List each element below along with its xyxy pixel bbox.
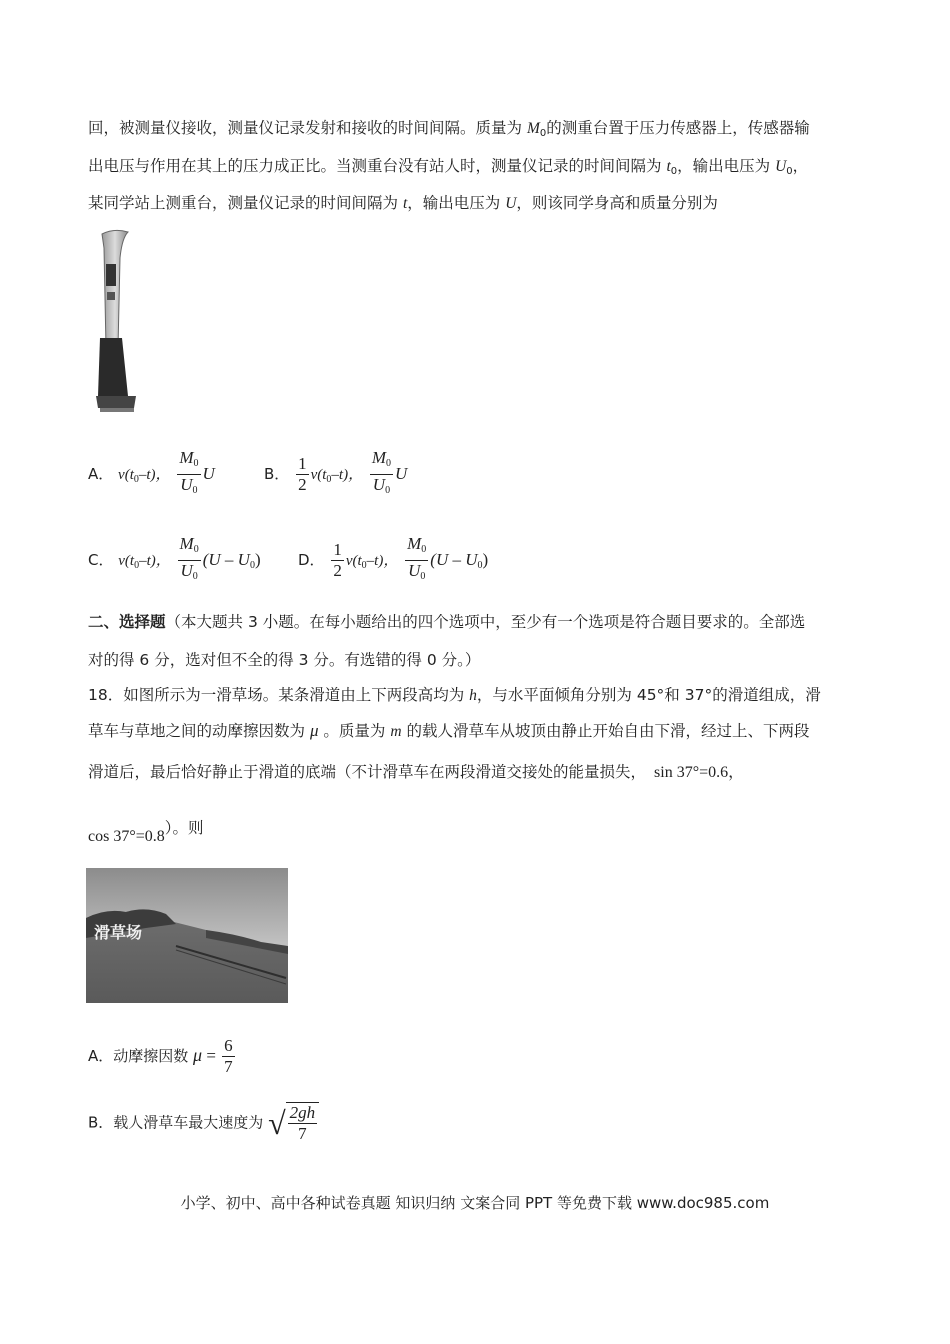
- text: ）。则: [164, 819, 204, 837]
- sub: 0: [134, 560, 140, 571]
- num: 1: [333, 540, 342, 559]
- expr-tail: –t)，: [138, 467, 171, 483]
- section-desc: 对的得 6 分，选对但不全的得 3 分。有选错的得 0 分。）: [88, 651, 481, 669]
- expr: v(t: [345, 553, 362, 569]
- text: 草车与草地之间的动摩擦因数为: [88, 722, 310, 740]
- fraction: [177, 448, 200, 501]
- num: 6: [224, 1036, 233, 1055]
- sqrt-expr: √ $\frac{2gh}{7}$: [268, 1102, 319, 1144]
- sub: 0: [249, 560, 255, 571]
- den: 7: [224, 1057, 233, 1076]
- intro-line-3: [88, 193, 718, 214]
- intro-line-1: [88, 118, 810, 144]
- close-paren: ): [254, 550, 261, 569]
- fraction: [222, 1036, 235, 1077]
- option-label: A．: [88, 465, 114, 483]
- close-paren: ): [482, 550, 489, 569]
- den: U: [180, 475, 193, 494]
- den: 7: [298, 1124, 307, 1143]
- text: 的载人滑草车从坡顶由静止开始自由下滑，经过上、下两段: [401, 722, 810, 740]
- var-mu: μ: [193, 1045, 203, 1065]
- q18-line-1: [88, 685, 821, 706]
- grass-slope-image: [86, 868, 288, 1003]
- num: M: [179, 448, 194, 467]
- option-B[interactable]: [264, 448, 407, 501]
- sub: 0: [385, 485, 391, 496]
- sub: 0: [193, 544, 199, 555]
- text: ，输出电压为: [677, 157, 776, 175]
- expr: v(t: [118, 553, 135, 569]
- den: U: [408, 561, 421, 580]
- sub: 0: [192, 571, 198, 582]
- sub: 0: [386, 458, 392, 469]
- fraction: [178, 534, 201, 587]
- sub: 0: [326, 474, 332, 485]
- sin-value: sin 37°=0.6，: [654, 764, 745, 781]
- option-label: B．: [264, 465, 290, 483]
- q18-line-4: [88, 818, 204, 845]
- var-U: U: [775, 158, 787, 175]
- option-label: C．: [88, 551, 114, 569]
- sub: 0: [361, 560, 367, 571]
- option-label: B．载人滑草车最大速度为: [88, 1113, 269, 1132]
- expr: v(t: [118, 467, 134, 483]
- section2-line-2: [88, 650, 480, 670]
- section2-line-1: [88, 612, 805, 632]
- text: 回，被测量仪接收，测量仪记录发射和接收的时间间隔。质量为: [88, 119, 527, 137]
- text: ，与水平面倾角分别为 45°和 37°的滑道组成，滑: [476, 686, 821, 704]
- coef-fraction: [296, 454, 309, 495]
- text: 18．如图所示为一滑草场。某条滑道由上下两段高均为: [88, 686, 470, 704]
- var-mu: μ: [309, 721, 319, 740]
- sub: 0: [193, 458, 199, 469]
- text: 的测重台置于压力传感器上，传感器输: [546, 119, 810, 137]
- text: 滑道后，最后恰好静止于滑道的底端（不计滑草车在两段滑道交接处的能量损失，: [88, 763, 647, 781]
- section-desc: （本大题共 3 小题。在每小题给出的四个选项中，至少有一个选项是符合题目要求的。全部选: [165, 613, 806, 631]
- fraction: [405, 534, 428, 587]
- text: ，输出电压为: [407, 194, 506, 212]
- text: 出电压与作用在其上的压力成正比。当测重台没有站人时，测量仪记录的时间间隔为: [88, 157, 667, 175]
- section-title: 二、选择题: [88, 613, 166, 631]
- fraction: [370, 448, 393, 501]
- height-scale-image: [92, 228, 140, 414]
- var-t: t: [402, 195, 408, 212]
- sign-text: 滑草场: [94, 923, 143, 942]
- num: M: [407, 534, 422, 553]
- expr-tail: –t)，: [366, 553, 399, 569]
- coef-fraction: [331, 540, 344, 581]
- option-C[interactable]: [88, 534, 261, 587]
- den: 2: [298, 475, 307, 494]
- text: 。质量为: [318, 722, 391, 740]
- den: 2: [333, 561, 342, 580]
- sub: 0: [477, 560, 483, 571]
- option-A[interactable]: [88, 448, 215, 501]
- var-h: h: [469, 687, 477, 704]
- expr-tail: –t)，: [331, 467, 364, 483]
- num: M: [371, 448, 387, 467]
- option-D[interactable]: [298, 534, 488, 587]
- after: (U – U: [430, 550, 478, 569]
- q18-line-2: [88, 721, 809, 742]
- option-A[interactable]: [88, 1036, 237, 1077]
- sub: 0: [421, 544, 427, 555]
- den: U: [180, 561, 193, 580]
- num: 1: [298, 454, 307, 473]
- den: U: [372, 475, 386, 494]
- q18-line-3: [88, 762, 744, 783]
- sub: 0: [192, 485, 198, 496]
- text: ，则该同学身高和质量分别为: [516, 194, 718, 212]
- expr: v(t: [310, 467, 327, 483]
- option-label: D．: [298, 551, 325, 569]
- option-label: A．动摩擦因数: [88, 1047, 194, 1065]
- fraction: [288, 1103, 318, 1144]
- var-t: t: [666, 158, 671, 175]
- text: ，: [792, 157, 809, 175]
- num: M: [179, 534, 194, 553]
- expr-tail: –t)，: [139, 553, 171, 569]
- cos-value: cos 37°=0.8: [88, 828, 165, 845]
- sub: 0: [670, 166, 678, 177]
- text: 某同学站上测重台，测量仪记录的时间间隔为: [88, 194, 403, 212]
- after: U: [202, 464, 215, 483]
- intro-line-2: [88, 156, 808, 182]
- num: 2gh: [289, 1103, 316, 1122]
- var-m: m: [390, 723, 402, 740]
- var-M: M: [526, 120, 540, 137]
- sub: 0: [133, 474, 139, 485]
- equals: =: [202, 1046, 221, 1065]
- sub: 0: [786, 166, 793, 177]
- option-B[interactable]: [88, 1102, 319, 1144]
- var-U: U: [505, 195, 517, 212]
- sub: 0: [539, 128, 547, 139]
- footer: 小学、初中、高中各种试卷真题 知识归纳 文案合同 PPT 等免费下载 www.doc985.com: [180, 1194, 770, 1212]
- after: (U – U: [202, 550, 250, 569]
- after: U: [395, 464, 408, 483]
- sub: 0: [420, 571, 426, 582]
